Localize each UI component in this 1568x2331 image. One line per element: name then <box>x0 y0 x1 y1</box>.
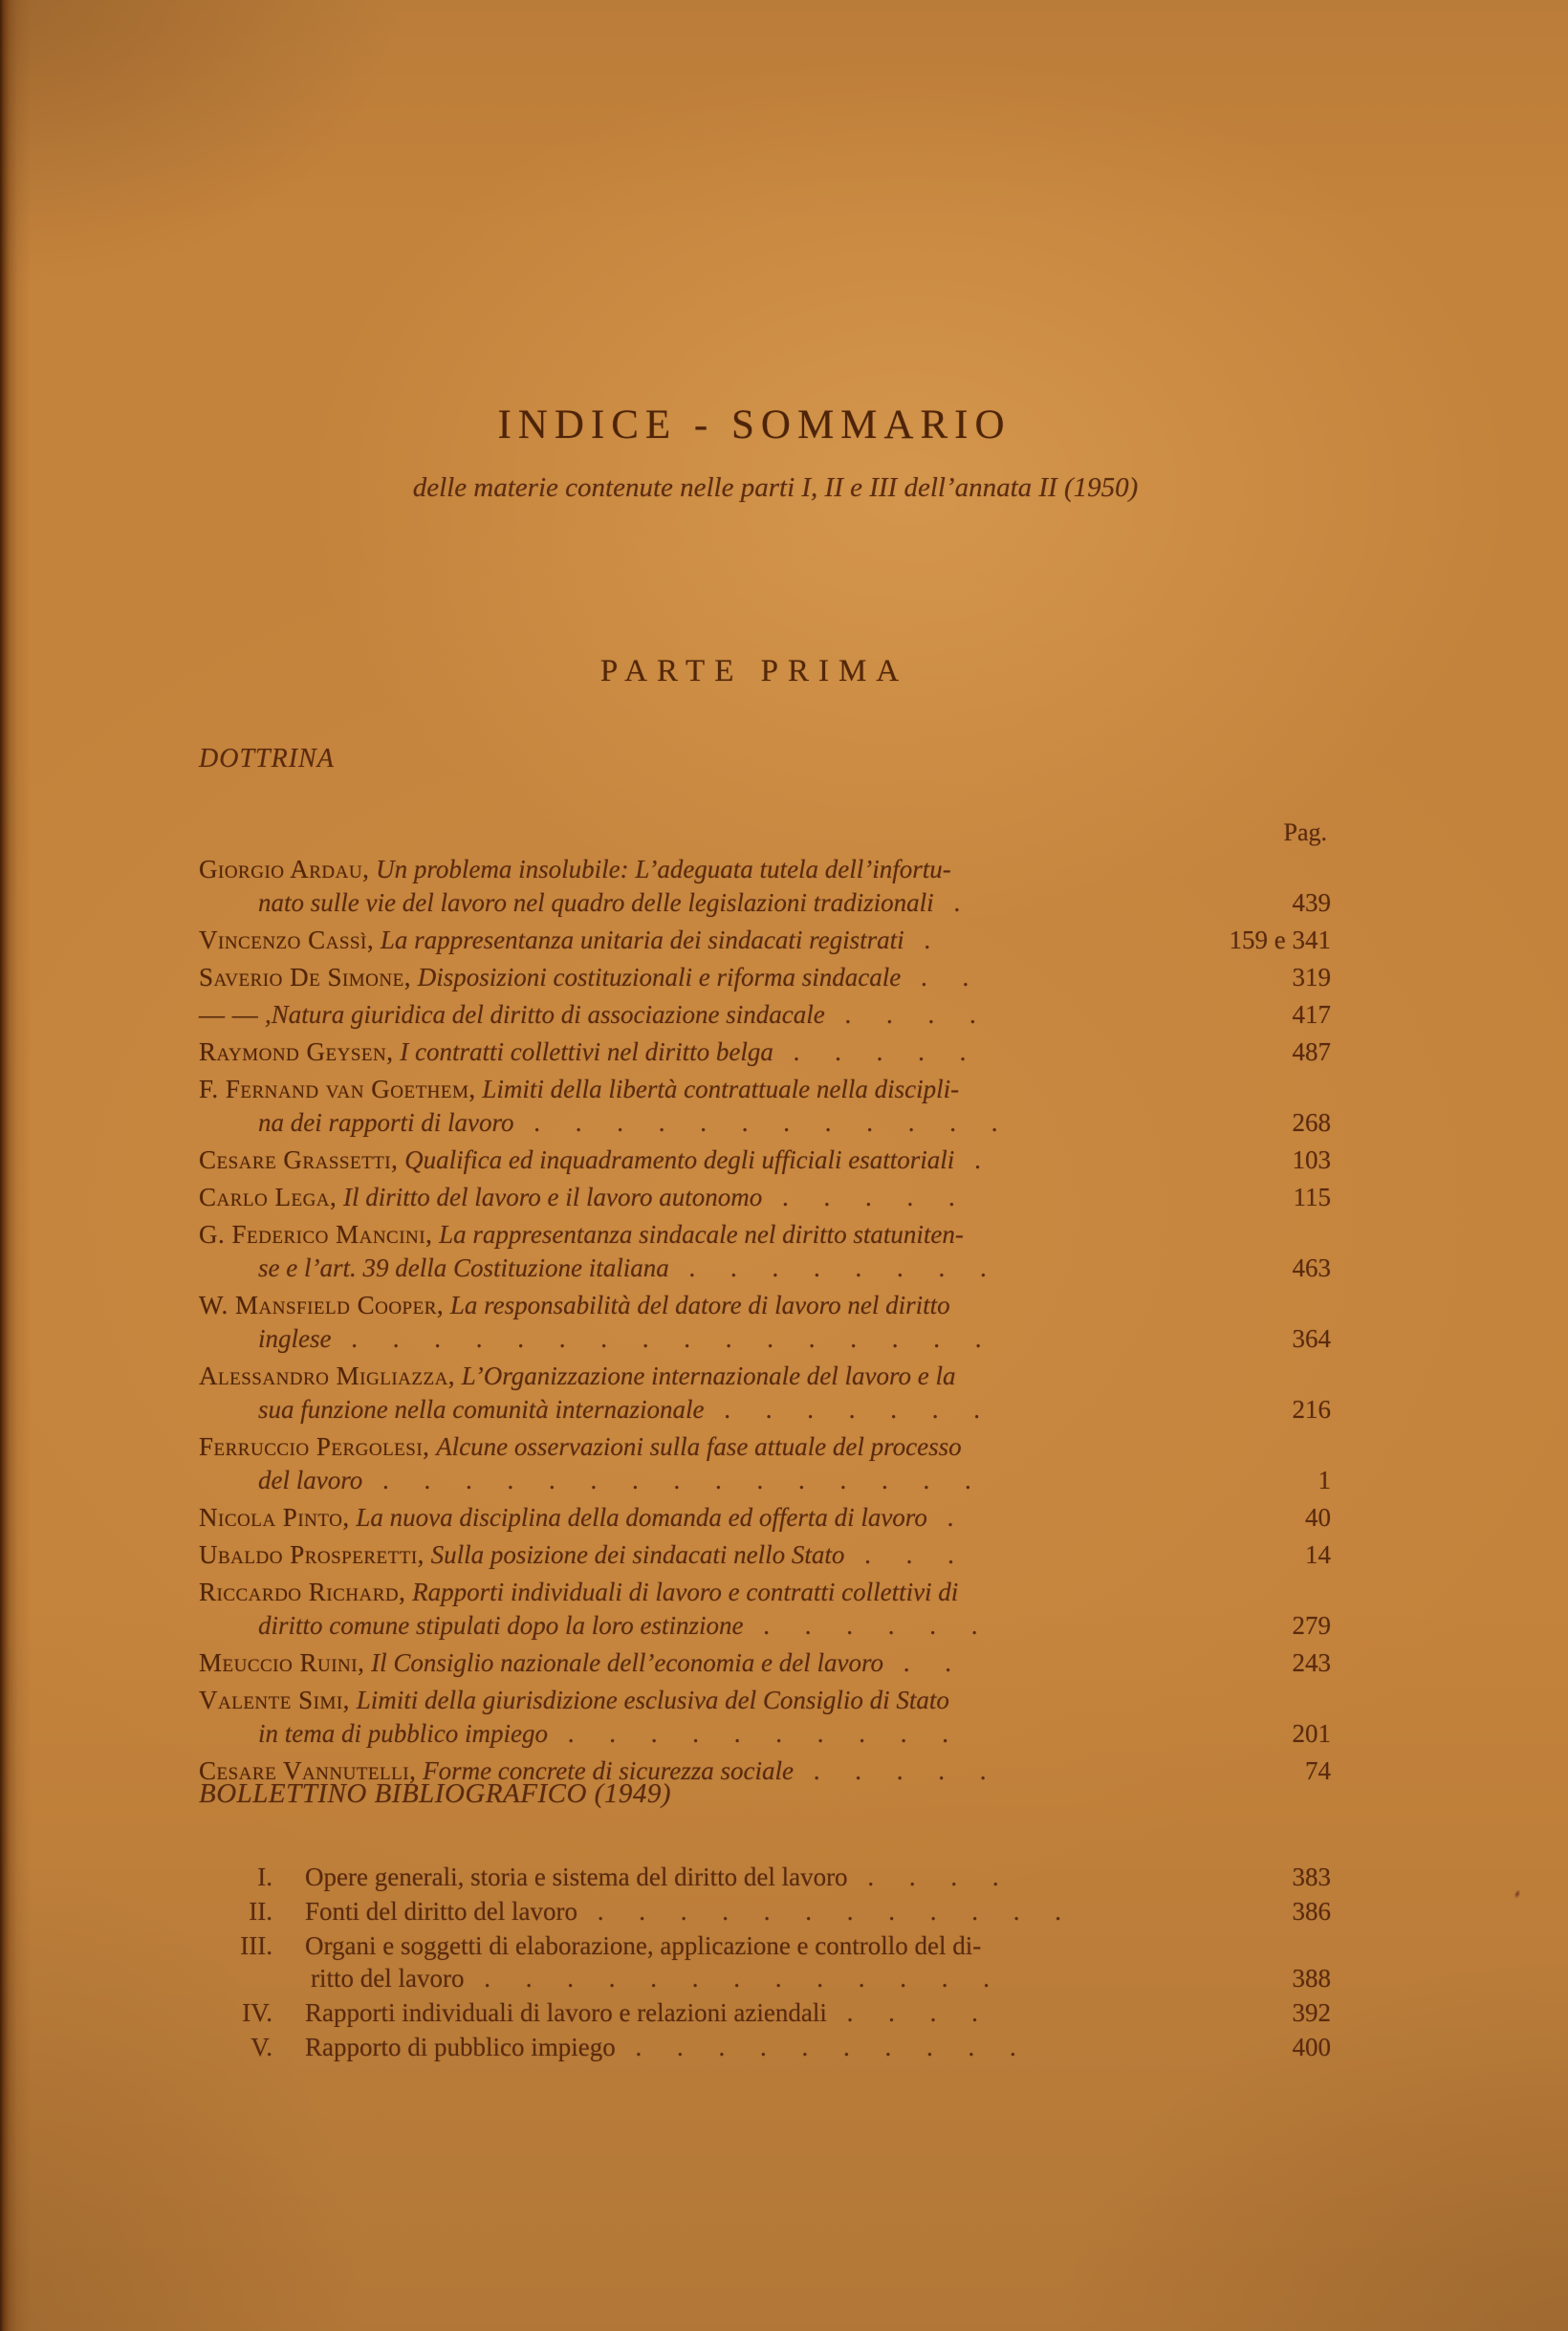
dot-leader: . <box>924 926 931 954</box>
dot-leader: . . . . . <box>813 1756 987 1785</box>
toc-entry <box>199 1181 1331 1214</box>
item-numeral: III. <box>240 1931 272 1960</box>
dot-leader: . . <box>903 1648 952 1677</box>
dot-leader: . . <box>921 963 969 991</box>
dot-leader: . . . . . . . . . . . . . <box>484 1964 990 1993</box>
dot-leader: . <box>953 888 961 917</box>
toc-entry <box>199 1684 1331 1751</box>
bollettino-item-list <box>199 1861 1331 2065</box>
bollettino-item <box>199 1861 1331 1893</box>
entry-page-number: 201 <box>1292 1719 1331 1748</box>
entry-title: La responsabilità del datore di lavoro nel diritto inglese <box>258 1291 950 1353</box>
section-heading-dottrina: DOTTRINA <box>199 744 335 773</box>
toc-entry <box>199 1430 1331 1497</box>
entry-title: Forme concrete di sicurezza sociale <box>423 1756 794 1785</box>
entry-page-number: 243 <box>1292 1648 1331 1677</box>
toc-entry <box>199 1073 1331 1140</box>
toc-entry <box>199 1360 1331 1427</box>
item-page-number: 386 <box>1292 1897 1331 1926</box>
toc-entry <box>199 1646 1331 1680</box>
entry-author: Vincenzo Cassì, <box>199 926 375 954</box>
entry-page-number: 279 <box>1292 1611 1331 1640</box>
entry-page-number: 463 <box>1292 1253 1331 1282</box>
entry-author: Raymond Geysen, <box>199 1037 394 1066</box>
entry-title: L’Organizzazione internazionale del lavoro e la sua funzione nella comunità internazionale <box>258 1362 956 1424</box>
entry-page-number: 103 <box>1292 1145 1331 1174</box>
entry-title: ,Natura giuridica del diritto di associazione sindacale <box>265 1000 825 1029</box>
entry-author: Saverio De Simone, <box>199 963 411 991</box>
entry-page-number: 268 <box>1292 1108 1331 1137</box>
item-text: Opere generali, storia e sistema del diritto del lavoro <box>305 1863 848 1891</box>
dot-leader: . . . . . . <box>763 1611 978 1640</box>
bollettino-item <box>199 1996 1331 2029</box>
entry-page-number: 216 <box>1292 1395 1331 1424</box>
toc-entry <box>199 853 1331 920</box>
dot-leader: . . . . <box>867 1863 999 1891</box>
entry-title: La rappresentanza sindacale nel diritto statuniten- se e l’art. 39 della Costituzione italiana <box>258 1220 964 1282</box>
entry-author: F. Fernand van Goethem, <box>199 1075 476 1103</box>
paper-speck <box>1513 1888 1522 1900</box>
entry-author: Riccardo Richard, <box>199 1578 406 1606</box>
entry-author: Ferruccio Pergolesi, <box>199 1432 430 1461</box>
entry-page-number: 40 <box>1305 1503 1331 1532</box>
toc-entry <box>199 1289 1331 1356</box>
entry-page-number: 364 <box>1292 1324 1331 1353</box>
page-title: INDICE - SOMMARIO <box>497 403 1012 447</box>
entry-page-number: 74 <box>1305 1756 1331 1785</box>
dot-leader: . . . <box>864 1540 954 1569</box>
entry-title: Rapporti individuali di lavoro e contratti collettivi di diritto comune stipulati dopo la loro estinzione <box>258 1578 959 1640</box>
page-column-label: Pag. <box>1283 818 1327 846</box>
entry-title: I contratti collettivi nel diritto belga <box>400 1037 773 1066</box>
toc-entry <box>199 1538 1331 1572</box>
entry-author: G. Federico Mancini, <box>199 1220 433 1249</box>
item-text: Rapporto di pubblico impiego <box>305 2033 616 2061</box>
entry-title: Qualifica ed inquadramento degli ufficiali esattoriali <box>404 1145 955 1174</box>
toc-entry-list <box>199 853 1331 1792</box>
entry-title: Limiti della libertà contrattuale nella discipli- na dei rapporti di lavoro <box>258 1075 960 1137</box>
bollettino-item <box>199 1895 1331 1928</box>
entry-page-number: 1 <box>1318 1466 1331 1494</box>
toc-entry <box>199 1501 1331 1535</box>
page-subtitle: delle materie contenute nelle parti I, II e III dell’annata II (1950) <box>412 472 1139 503</box>
toc-entry <box>199 1218 1331 1285</box>
dot-leader: . . . . . . . . . . . . . . . . <box>351 1324 982 1353</box>
item-numeral: II. <box>249 1897 272 1926</box>
entry-title: La nuova disciplina della domanda ed offerta di lavoro <box>356 1503 927 1532</box>
entry-author: — — <box>199 1000 259 1029</box>
entry-author: Ubaldo Prosperetti, <box>199 1540 425 1569</box>
toc-entry <box>199 1144 1331 1177</box>
dot-leader: . . . . <box>846 1998 978 2027</box>
dot-leader: . <box>947 1503 954 1532</box>
toc-entry <box>199 998 1331 1032</box>
dot-leader: . . . . . . . <box>724 1395 980 1424</box>
toc-entry <box>199 1035 1331 1069</box>
toc-entry <box>199 924 1331 957</box>
item-text: Organi e soggetti di elaborazione, applicazione e controllo del di- ritto del lavoro <box>305 1931 982 1993</box>
item-numeral: IV. <box>242 1998 272 2027</box>
entry-author: W. Mansfield Cooper, <box>199 1291 445 1319</box>
item-page-number: 392 <box>1292 1998 1331 2027</box>
entry-title: Il Consiglio nazionale dell’economia e del lavoro <box>371 1648 884 1677</box>
part-heading: PARTE PRIMA <box>599 654 909 688</box>
dot-leader: . . . . . . . . . . <box>635 2033 1016 2061</box>
entry-author: Giorgio Ardau, <box>199 855 370 883</box>
entry-page-number: 487 <box>1292 1037 1331 1066</box>
entry-title: La rappresentanza unitaria dei sindacati registrati <box>380 926 904 954</box>
entry-author: Cesare Grassetti, <box>199 1145 399 1174</box>
entry-page-number: 439 <box>1292 888 1331 917</box>
dot-leader: . . . . . . . . . . . . . . . <box>381 1466 971 1494</box>
entry-page-number: 115 <box>1293 1183 1331 1211</box>
bollettino-item <box>199 2031 1331 2063</box>
entry-page-number: 319 <box>1292 963 1331 991</box>
item-page-number: 400 <box>1292 2033 1331 2061</box>
entry-page-number: 417 <box>1292 1000 1331 1029</box>
dot-leader: . . . . . <box>793 1037 967 1066</box>
entry-title: Disposizioni costituzionali e riforma sindacale <box>417 963 902 991</box>
bollettino-item <box>199 1929 1331 1994</box>
dot-leader: . <box>974 1145 981 1174</box>
dot-leader: . . . . . <box>782 1183 955 1211</box>
section-heading-bollettino: BOLLETTINO BIBLIOGRAFICO (1949) <box>199 1778 671 1809</box>
item-numeral: I. <box>257 1863 272 1891</box>
entry-title: Sulla posizione dei sindacati nello Stato <box>430 1540 845 1569</box>
item-page-number: 383 <box>1292 1863 1331 1891</box>
toc-entry <box>199 961 1331 994</box>
entry-page-number: 159 e 341 <box>1229 926 1331 954</box>
entry-author: Meuccio Ruini, <box>199 1648 365 1677</box>
dot-leader: . . . . . . . . . . . . <box>534 1108 998 1137</box>
page-left-edge-shadow <box>0 0 31 2331</box>
item-page-number: 388 <box>1292 1964 1331 1993</box>
entry-title: Un problema insolubile: L’adeguata tutela dell’infortu- nato sulle vie del lavoro nel quadro delle legislazioni tradizionali <box>258 855 951 917</box>
item-text: Rapporti individuali di lavoro e relazioni aziendali <box>305 1998 827 2027</box>
entry-author: Cesare Vannutelli, <box>199 1756 417 1785</box>
item-text: Fonti del diritto del lavoro <box>305 1897 577 1926</box>
toc-entry <box>199 1576 1331 1643</box>
dot-leader: . . . . . . . . . . <box>567 1719 948 1748</box>
dot-leader: . . . . . . . . . . . . <box>597 1897 1061 1926</box>
entry-title: Alcune osservazioni sulla fase attuale del processo del lavoro <box>258 1432 962 1494</box>
entry-page-number: 14 <box>1305 1540 1331 1569</box>
item-numeral: V. <box>250 2033 272 2061</box>
entry-author: Nicola Pinto, <box>199 1503 350 1532</box>
entry-title: Il diritto del lavoro e il lavoro autonomo <box>343 1183 763 1211</box>
dot-leader: . . . . . . . . <box>688 1253 987 1282</box>
entry-author: Alessandro Migliazza, <box>199 1362 456 1390</box>
entry-author: Carlo Lega, <box>199 1183 338 1211</box>
dot-leader: . . . . <box>844 1000 976 1029</box>
entry-title: Limiti della giurisdizione esclusiva del Consiglio di Stato in tema di pubblico impiego <box>258 1686 949 1748</box>
entry-author: Valente Simi, <box>199 1686 350 1714</box>
